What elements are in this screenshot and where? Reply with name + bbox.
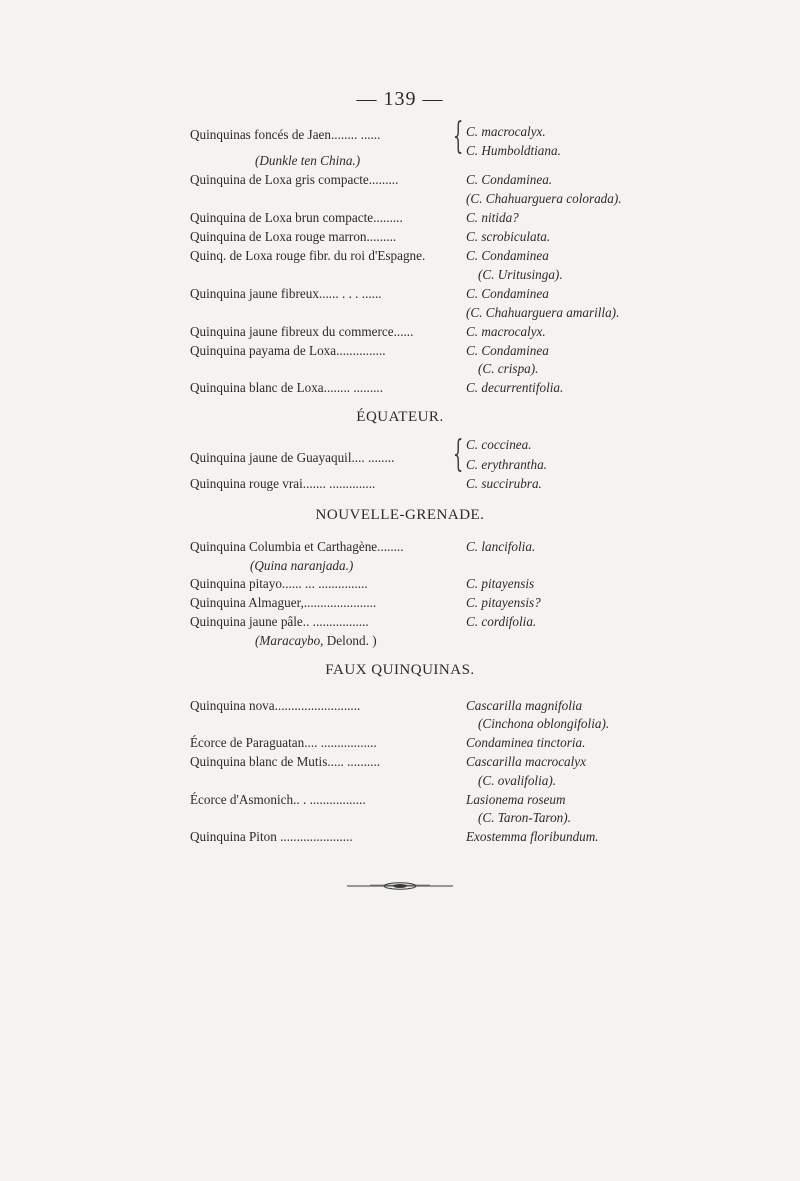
entry-rouge-vrai — [190, 474, 630, 494]
entry-jaune-pale — [190, 612, 630, 632]
jaen-subtitle: (Dunkle ten China.) — [255, 153, 361, 168]
entry-jaen — [190, 125, 630, 145]
entry-species: C. Condaminea. — [466, 172, 553, 187]
entry-species: C. pitayensis — [466, 576, 535, 591]
entry-jaune-fibreux — [190, 284, 630, 304]
entry-species: C. nitida? — [466, 210, 519, 225]
entry-species: Cascarilla macrocalyx — [466, 754, 587, 769]
entry-blanc-loxa — [190, 378, 630, 398]
sub-ovalifolia: (C. ovalifolia). — [478, 773, 557, 788]
entry-label: Quinquina blanc de Loxa........ ......... — [190, 380, 384, 395]
section-heading-nouvelle-grenade: NOUVELLE-GRENADE. — [315, 507, 485, 523]
entry-pitayo — [190, 574, 630, 594]
page-number: — 139 — — [356, 88, 444, 110]
ornament-divider-icon — [345, 880, 455, 892]
entry-label: Quinquina de Loxa brun compacte......... — [190, 210, 403, 225]
brace-jaen: { — [453, 116, 464, 157]
entry-species: C. Condaminea — [466, 286, 549, 301]
guayaquil-species-1: C. coccinea. — [466, 437, 532, 452]
entry-species: Lasionema roseum — [466, 792, 566, 807]
sub-chahuarguera-amarilla: (C. Chahuarguera amarilla). — [466, 305, 620, 320]
entry-label: Quinquina Piton ...................... — [190, 829, 353, 844]
entry-guayaquil — [190, 448, 630, 468]
entry-label: Quinquinas foncés de Jaen........ ...... — [190, 127, 381, 142]
entry-species: C. cordifolia. — [466, 614, 537, 629]
entry-species: C. macrocalyx. — [466, 324, 546, 339]
entry-asmonich — [190, 790, 630, 810]
jaen-species-2: C. Humboldtiana. — [466, 143, 561, 158]
entry-label: Écorce d'Asmonich.. . ................. — [190, 792, 366, 807]
entry-label: Quinquina jaune fibreux...... . . . ...... — [190, 286, 382, 301]
sub-maracaybo-place: (Maracaybo, — [255, 633, 324, 648]
entry-species: C. lancifolia. — [466, 539, 536, 554]
entry-jaune-commerce — [190, 322, 630, 342]
sub-chahuarguera-colorada: (C. Chahuarguera colorada). — [466, 191, 622, 206]
entry-columbia — [190, 537, 630, 557]
entry-species: C. Condaminea — [466, 343, 549, 358]
entry-species: C. pitayensis? — [466, 595, 541, 610]
entry-label: Quinq. de Loxa rouge fibr. du roi d'Espagne. — [190, 248, 426, 263]
entry-almaguer — [190, 593, 630, 613]
section-heading-equateur: ÉQUATEUR. — [356, 409, 444, 425]
sub-taron: (C. Taron-Taron). — [478, 810, 571, 825]
entry-blanc-mutis — [190, 752, 630, 772]
entry-species: C. scrobiculata. — [466, 229, 551, 244]
entry-nova — [190, 696, 630, 716]
entry-label: Quinquina nova.......................... — [190, 698, 361, 713]
entry-label: Quinquina rouge vrai....... .............. — [190, 476, 376, 491]
entry-species: C. decurrentifolia. — [466, 380, 564, 395]
entry-label: Quinquina pitayo...... ... ............... — [190, 576, 368, 591]
entry-label: Quinquina payama de Loxa............... — [190, 343, 386, 358]
section-heading-faux-quinquinas: FAUX QUINQUINAS. — [325, 662, 475, 678]
entry-label: Quinquina de Loxa gris compacte......... — [190, 172, 399, 187]
sub-maracaybo — [255, 631, 377, 651]
entry-label: Écorce de Paraguatan.... ................. — [190, 735, 377, 750]
entry-payama — [190, 341, 630, 361]
entry-paraguatan — [190, 733, 630, 753]
entry-label: Quinquina jaune fibreux du commerce...... — [190, 324, 414, 339]
entry-species: Exostemma floribundum. — [466, 829, 599, 844]
entry-loxa-gris — [190, 170, 630, 190]
jaen-species-1: C. macrocalyx. — [466, 124, 546, 139]
entry-species: Condaminea tinctoria. — [466, 735, 586, 750]
entry-label: Quinquina de Loxa rouge marron......... — [190, 229, 397, 244]
entry-loxa-rouge-fibr — [190, 246, 630, 266]
entry-loxa-rouge — [190, 227, 630, 247]
entry-label: Quinquina blanc de Mutis..... .......... — [190, 754, 381, 769]
entry-label: Quinquina Almaguer,...................... — [190, 595, 377, 610]
sub-crispa: (C. crispa). — [478, 361, 539, 376]
entry-species: C. succirubra. — [466, 476, 542, 491]
entry-label: Quinquina jaune pâle.. ................. — [190, 614, 369, 629]
entry-label: Quinquina Columbia et Carthagène........ — [190, 539, 404, 554]
sub-uritusinga: (C. Uritusinga). — [478, 267, 563, 282]
entry-label: Quinquina jaune de Guayaquil.... ........ — [190, 450, 395, 465]
entry-species: C. Condaminea — [466, 248, 549, 263]
brace-guayaquil: { — [453, 434, 464, 475]
guayaquil-species-2: C. erythrantha. — [466, 457, 547, 472]
entry-loxa-brun — [190, 208, 630, 228]
sub-oblongifolia: (Cinchona oblongifolia). — [478, 716, 610, 731]
entry-species: Cascarilla magnifolia — [466, 698, 583, 713]
sub-maracaybo-author: Delond. ) — [323, 633, 377, 648]
sub-naranjada: (Quina naranjada.) — [250, 558, 354, 573]
entry-piton — [190, 827, 630, 847]
